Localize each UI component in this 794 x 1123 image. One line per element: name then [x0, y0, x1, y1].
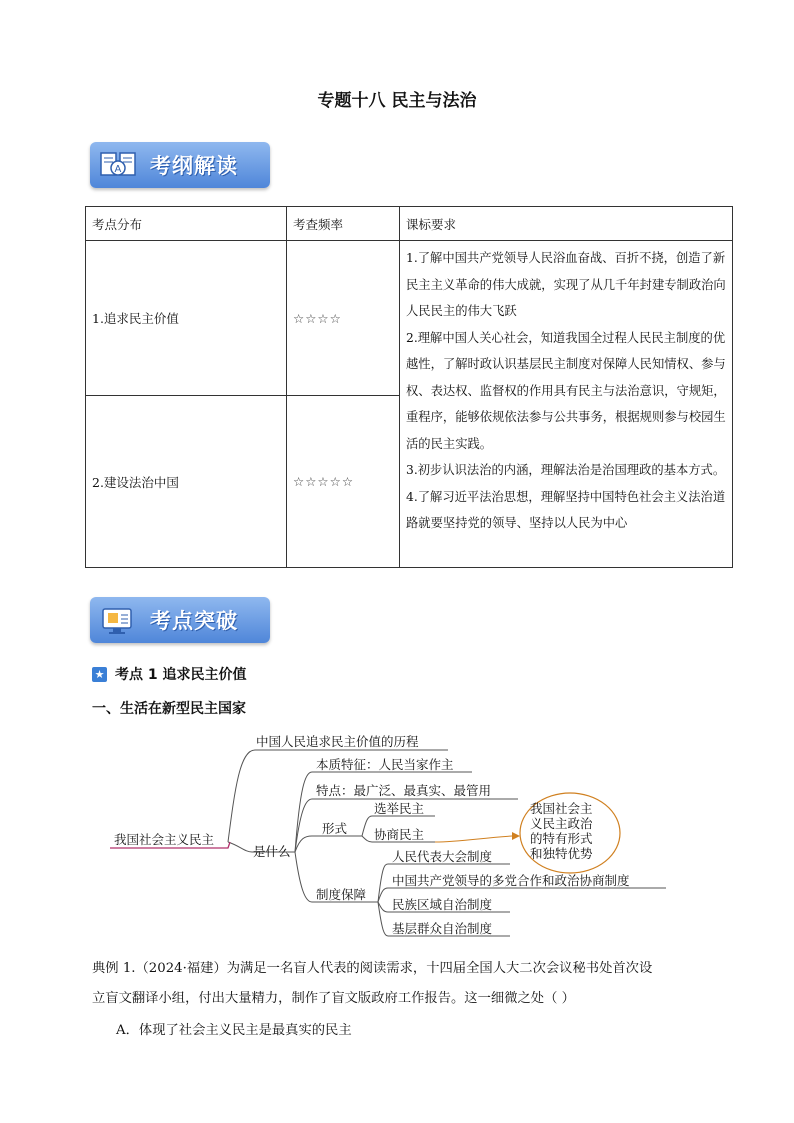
kaodian-heading: [92, 664, 247, 684]
col-header-frequency: 考查频率: [287, 207, 400, 241]
mindmap-note-line: 我国社会主: [530, 801, 593, 816]
mindmap-form: 形式: [322, 821, 348, 836]
kaodian-heading-text: 考点 1 追求民主价值: [115, 667, 247, 683]
topic-cell: 2.建设法治中国: [86, 396, 287, 568]
requirement-item: 3.初步认识法治的内涵，理解法治是治国理政的基本方式。: [406, 463, 726, 477]
frequency-stars: ☆☆☆☆☆: [287, 396, 400, 568]
requirement-item: 4.了解习近平法治思想，理解坚持中国特色社会主义法治道路就要坚持党的领导、坚持以人民为中心: [406, 489, 726, 530]
mindmap-what: 是什么: [253, 844, 291, 859]
mindmap-features: 特点：最广泛、最真实、最管用: [316, 783, 492, 798]
banner-kaodian: [90, 597, 270, 643]
outline-table: [85, 206, 733, 568]
banner-kaogang: [90, 142, 270, 188]
frequency-stars: ☆☆☆☆: [287, 241, 400, 396]
banner-kaodian-text: 考点突破: [150, 609, 238, 633]
requirement-item: 2.理解中国人关心社会，知道我国全过程人民民主制度的优越性，了解时政认识基层民主制度对保障人民知情权、参与权、表达权、监督权的作用具有民主与法治意识，守规矩，重程序，能够依规依法参与公共事务，根据规则参与校园生活的民主实践。: [406, 330, 726, 451]
mindmap-guarantee-1: 人民代表大会制度: [392, 849, 493, 864]
book-reading-icon: [98, 148, 138, 182]
page-title: 专题十八 民主与法治: [317, 91, 477, 111]
table-row: [86, 241, 733, 396]
example-line: 典例 1.（2024·福建）为满足一名盲人代表的阅读需求，十四届全国人大二次会议秘书处首次设: [92, 961, 653, 976]
example-option-a: A．体现了社会主义民主是最真实的民主: [116, 1023, 352, 1038]
mindmap-diagram: [110, 728, 690, 948]
monitor-calendar-icon: [98, 603, 138, 637]
mindmap-guarantee-4: 基层群众自治制度: [392, 921, 493, 936]
mindmap-election: 选举民主: [374, 801, 425, 816]
requirement-item: 1.了解中国共产党领导人民浴血奋战、百折不挠，创造了新民主主义革命的伟大成就，实现了从几千年封建专制政治向人民民主的伟大飞跃: [406, 251, 726, 318]
mindmap-guarantee-2: 中国共产党领导的多党合作和政治协商制度: [392, 873, 630, 888]
example-line: 立盲文翻译小组，付出大量精力，制作了盲文版政府工作报告。这一细微之处（ ）: [92, 991, 575, 1006]
mindmap-note-line: 和独特优势: [530, 846, 593, 861]
mindmap-essence: 本质特征：人民当家作主: [316, 757, 454, 772]
mindmap-root: 我国社会主义民主: [114, 832, 215, 847]
mindmap-history: 中国人民追求民主价值的历程: [256, 734, 419, 749]
col-header-requirements: 课标要求: [400, 207, 733, 241]
requirements-cell: [400, 241, 733, 568]
star-icon: ★: [92, 667, 107, 682]
mindmap-consult: 协商民主: [374, 827, 425, 842]
svg-text:A: A: [114, 164, 122, 175]
section-heading: 一、生活在新型民主国家: [92, 701, 246, 717]
topic-cell: 1.追求民主价值: [86, 241, 287, 396]
mindmap-guarantee: 制度保障: [316, 887, 367, 902]
mindmap-note-line: 义民主政治: [530, 816, 593, 831]
col-header-topic: 考点分布: [86, 207, 287, 241]
banner-kaogang-text: 考纲解读: [150, 154, 238, 178]
mindmap-note-line: 的特有形式: [530, 831, 593, 846]
mindmap-guarantee-3: 民族区域自治制度: [392, 897, 493, 912]
table-header-row: [86, 207, 733, 241]
